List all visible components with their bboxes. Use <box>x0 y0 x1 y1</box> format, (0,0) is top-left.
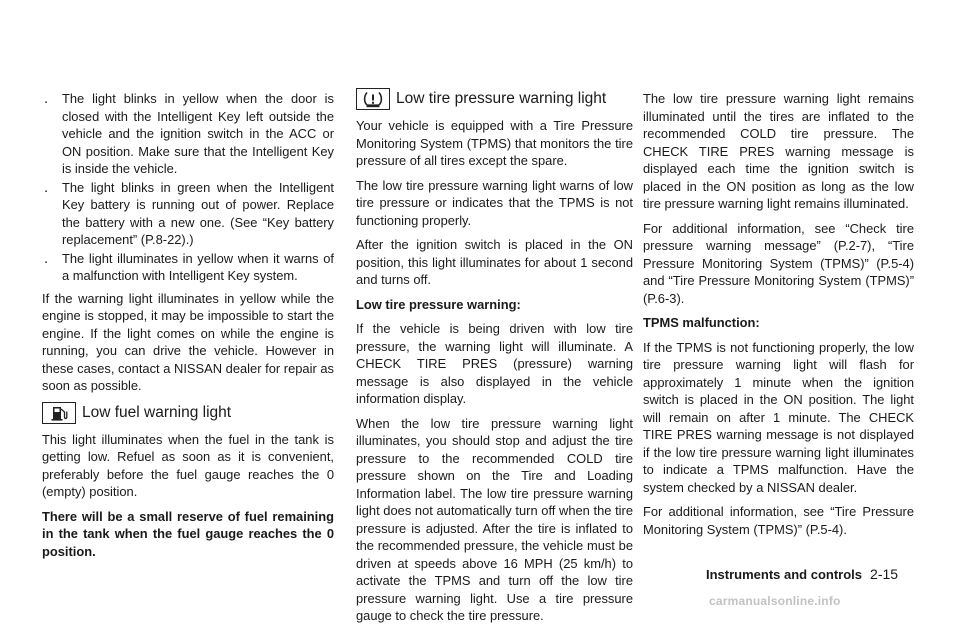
bullet-mark: . <box>44 90 49 107</box>
subheading: Low tire pressure warning: <box>356 296 521 312</box>
bullet-mark: . <box>44 249 49 267</box>
paragraph: If the vehicle is being driven with low tire pressure, the warning light will illuminate. A CHECK TIRE PRES (pressure) warning message is also displayed in the vehicle information display. <box>356 321 633 406</box>
watermark: carmanualsonline.info <box>709 594 841 608</box>
tire-section-header <box>356 88 633 110</box>
subheading: TPMS malfunction: <box>643 315 760 330</box>
tire-section-title: Low tire pressure warning light <box>396 90 607 107</box>
page-number: 2-15 <box>870 566 899 582</box>
paragraph: For additional information, see “Tire Pressure Monitoring System (TPMS)” (P.5-4). <box>643 504 914 537</box>
paragraph: The low tire pressure warning light warns of low tire pressure or indicates that the TPMS is not functioning properly. <box>356 177 633 228</box>
bullet-item: . The light blinks in green when the Intelligent Key battery is running out of power. Replace the battery with a new one. (See “Key battery replacement” (P.8-22).) <box>44 178 334 247</box>
bullet-item: . The light illuminates in yellow when it warns of a malfunction with Intelligent Key system. <box>44 249 334 283</box>
fuel-section-title: Low fuel warning light <box>82 403 232 421</box>
paragraph: Your vehicle is equipped with a Tire Pressure Monitoring System (TPMS) that monitors the tire pressure of all tires except the spare. <box>356 118 633 168</box>
column-left <box>42 90 334 567</box>
paragraph: If the TPMS is not functioning properly, the low tire pressure warning light will flash for approximately 1 minute when the ignition switch is placed in the ON position. The light will remain on after 1 minute. The CHECK TIRE PRES warning message is not displayed if the low tire pressure warning light illuminates to indicate a TPMS malfunction. Have the system checked by a NISSAN dealer. <box>643 339 914 495</box>
column-right <box>643 90 914 545</box>
paragraph: When the low tire pressure warning light illuminates, you should stop and adjust the tire pressure to the recommended COLD tire pressure shown on the Tire and Loading Information label. The low tire pressure warning light does not automatically turn off when the tire pressure is adjusted. After the tire is inflated to the recommended pressure, the vehicle must be driven at speeds above 16 MPH (25 km/h) to activate the TPMS and turn off the low tire pressure warning light. Use a tire pressure gauge to check the tire pressure. <box>356 415 633 623</box>
paragraph: If the warning light illuminates in yellow while the engine is stopped, it may be impossible to start the engine. If the light comes on while the engine is running, you can drive the vehicle. However in these cases, contact a NISSAN dealer for repair as soon as possible. <box>42 290 334 393</box>
footer-section-title: Instruments and controls <box>706 567 863 582</box>
fuel-section-header <box>42 402 334 424</box>
paragraph: After the ignition switch is placed in the ON position, this light illuminates for about 1 second and turns off. <box>356 237 633 287</box>
page-footer <box>706 566 898 582</box>
fuel-warning-note: There will be a small reserve of fuel remaining in the tank when the fuel gauge reaches the 0 position. <box>42 508 334 559</box>
paragraph: For additional information, see “Check tire pressure warning message” (P.2-7), “Tire Pressure Monitoring System (TPMS)” (P.5-4) and “Tire Pressure Monitoring System (TPMS)” (P.6-3). <box>643 220 914 306</box>
paragraph: This light illuminates when the fuel in the tank is getting low. Refuel as soon as it is convenient, preferably before the fuel gauge reaches the 0 (empty) position. <box>42 431 334 499</box>
column-middle <box>356 88 633 632</box>
bullet-mark: . <box>44 178 49 196</box>
tire-pressure-warning-icon <box>356 88 390 110</box>
paragraph: The low tire pressure warning light remains illuminated until the tires are inflated to the recommended COLD tire pressure. The CHECK TIRE PRES warning message is displayed each time the ignition switch is placed in the ON position as long as the low tire pressure warning light remains illuminated. <box>643 91 914 211</box>
fuel-pump-icon <box>42 402 76 424</box>
bullet-item: . The light blinks in yellow when the door is closed with the Intelligent Key left outside the vehicle and the ignition switch in the ACC or ON position. Make sure that the Intelligent Key is inside the vehicle. <box>44 90 334 176</box>
